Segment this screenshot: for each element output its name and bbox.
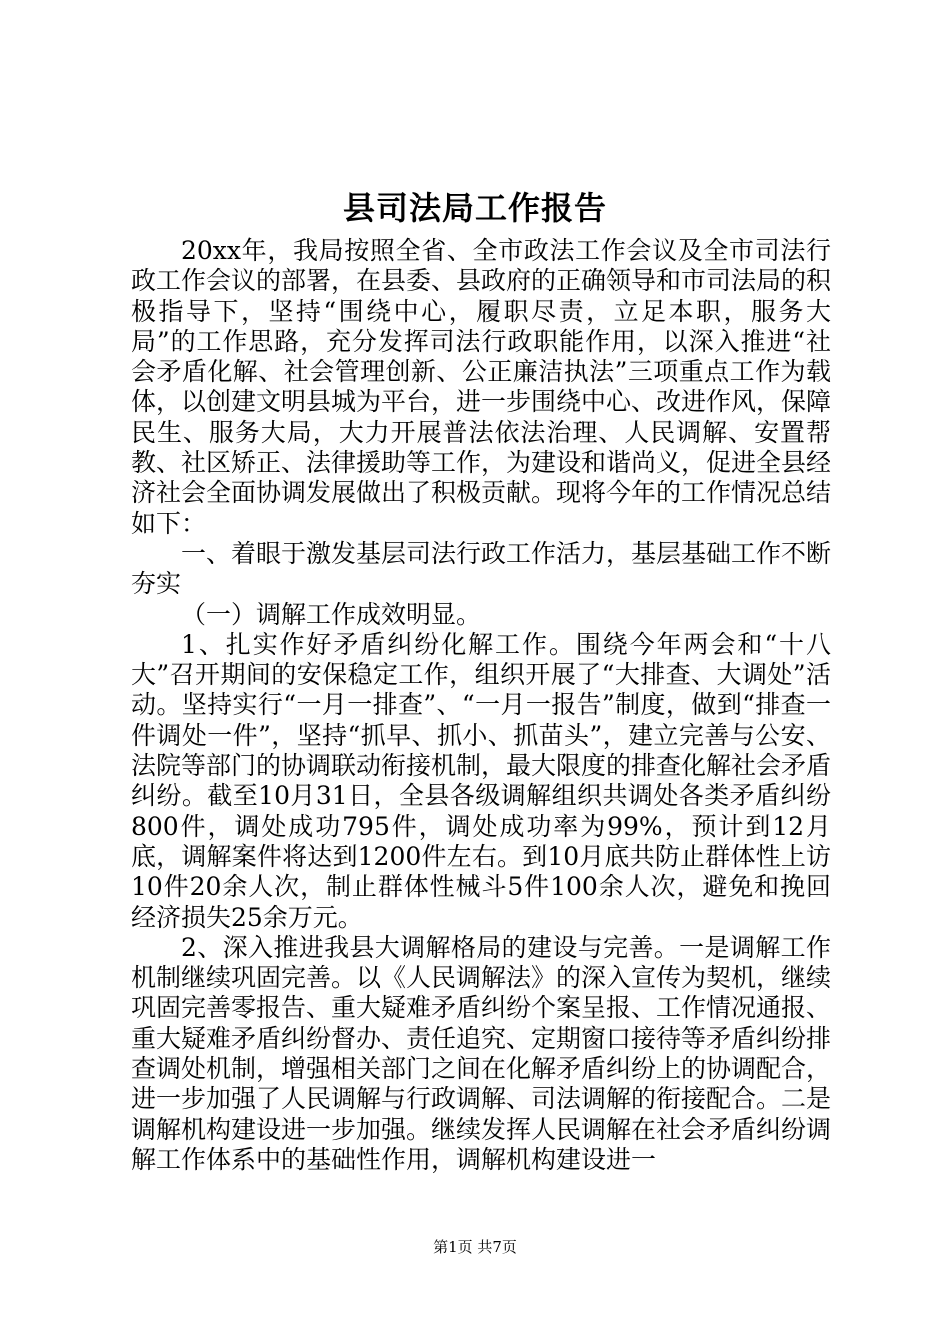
- paragraph-section-heading: 一、着眼于激发基层司法行政工作活力，基层基础工作不断夯实: [131, 538, 832, 599]
- paragraph-subsection-heading: （一）调解工作成效明显。: [181, 599, 482, 629]
- page-number-footer: 第1页 共7页: [433, 1238, 517, 1256]
- paragraph-item-2: 2、深入推进我县大调解格局的建设与完善。一是调解工作机制继续巩固完善。以《人民调解法》的深入宣传为契机，继续巩固完善零报告、重大疑难矛盾纠纷个案呈报、工作情况通报、重大疑难矛盾纠纷督办、责任追究、定期窗口接待等矛盾纠纷排查调处机制，增强相关部门之间在化解矛盾纠纷上的协调配合，进一步加强了人民调解与行政调解、司法调解的衔接配合。二是调解机构建设进一步加强。继续发挥人民调解在社会矛盾纠纷调解工作体系中的基础性作用，调解机构建设进一: [131, 932, 832, 1174]
- document-body: [131, 236, 831, 1175]
- paragraph-item-1: 1、扎实作好矛盾纠纷化解工作。围绕今年两会和“十八大”召开期间的安保稳定工作，组织开展了“大排查、大调处”活动。坚持实行“一月一排查”、“一月一报告”制度，做到“排查一件调处一件”，坚持“抓早、抓小、抓苗头”，建立完善与公安、法院等部门的协调联动衔接机制，最大限度的排查化解社会矛盾纠纷。截至10月31日，全县各级调解组织共调处各类矛盾纠纷800件，调处成功795件，调处成功率为99%，预计到12月底，调解案件将达到1200件左右。到10月底共防止群体性上访10件20余人次，制止群体性械斗5件100余人次，避免和挽回经济损失25余万元。: [131, 629, 832, 932]
- document-title: 县司法局工作报告: [342, 189, 607, 227]
- paragraph-intro: 20xx年，我局按照全省、全市政法工作会议及全市司法行政工作会议的部署，在县委、县政府的正确领导和市司法局的积极指导下，坚持“围绕中心，履职尽责，立足本职，服务大局”的工作思路，充分发挥司法行政职能作用，以深入推进“社会矛盾化解、社会管理创新、公正廉洁执法”三项重点工作为载体，以创建文明县城为平台，进一步围绕中心、改进作风，保障民生、服务大局，大力开展普法依法治理、人民调解、安置帮教、社区矫正、法律援助等工作，为建设和谐尚义，促进全县经济社会全面协调发展做出了积极贡献。现将今年的工作情况总结如下：: [131, 236, 832, 538]
